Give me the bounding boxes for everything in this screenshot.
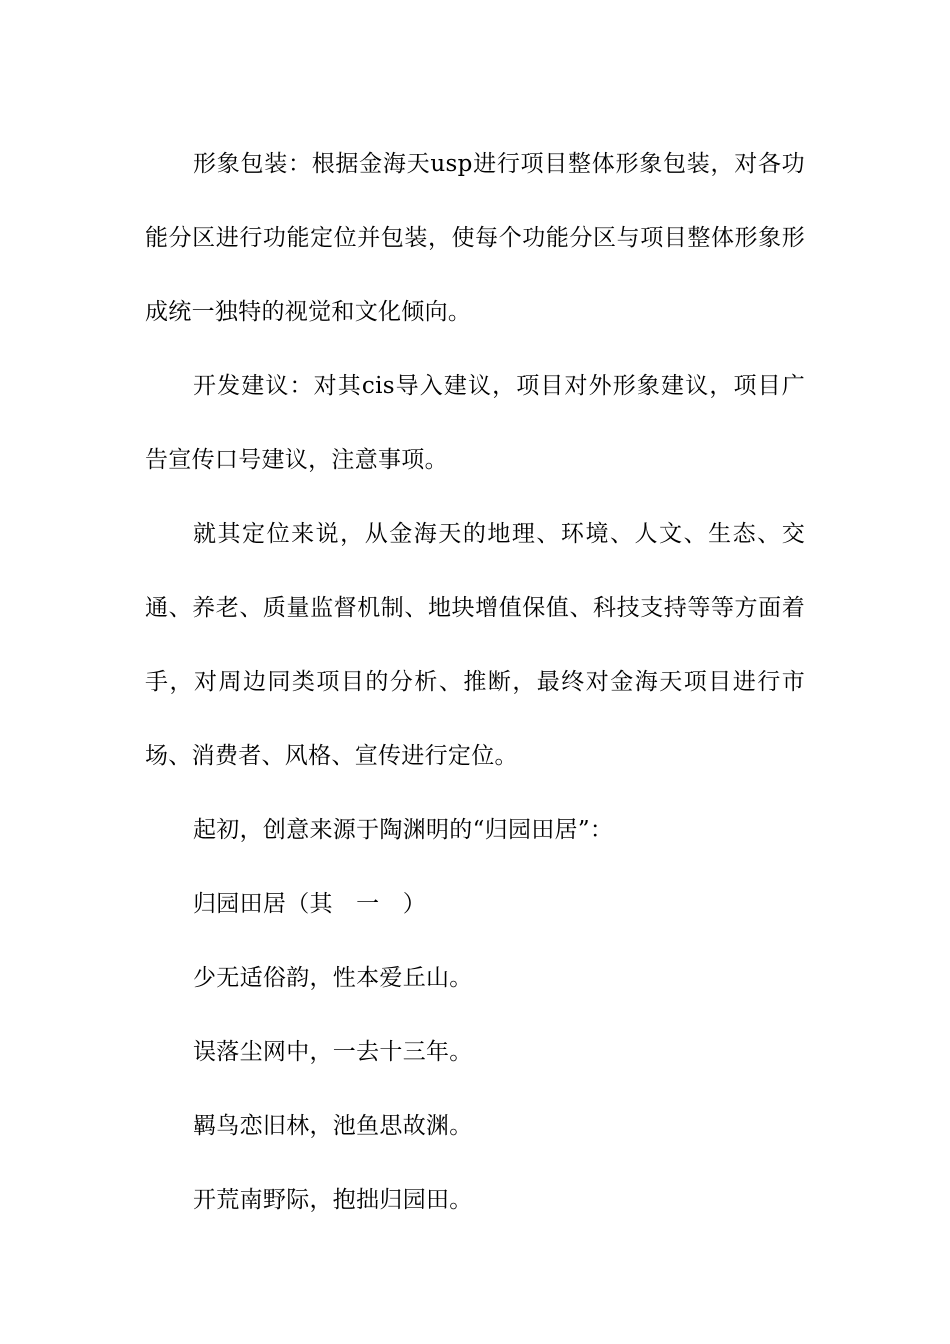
poem-line: 开荒南野际，抱拙归园田。 xyxy=(193,1187,473,1213)
paragraph-image-packaging: 形象包装：根据金海天usp进行项目整体形象包装，对各功能分区进行功能定位并包装，使每个功能分区与项目整体形象形成统一独特的视觉和文化倾向。 xyxy=(145,151,805,325)
poem-line: 误落尘网中，一去十三年。 xyxy=(193,1039,473,1065)
poem-line: 羁鸟恋旧林，池鱼思故渊。 xyxy=(193,1113,473,1139)
poem-line: 少无适俗韵，性本爱丘山。 xyxy=(193,965,473,991)
paragraph-inspiration: 起初，创意来源于陶渊明的“归园田居”： xyxy=(193,817,614,843)
document-body xyxy=(145,127,805,1237)
paragraph-development-advice: 开发建议：对其cis导入建议，项目对外形象建议，项目广告宣传口号建议，注意事项。 xyxy=(145,373,805,473)
poem-title: 归园田居（其 一 ） xyxy=(193,891,426,917)
paragraph-positioning: 就其定位来说，从金海天的地理、环境、人文、生态、交通、养老、质量监督机制、地块增值保值、科技支持等等方面着手，对周边同类项目的分析、推断，最终对金海天项目进行市场、消费者、风格、宣传进行定位。 xyxy=(145,521,805,769)
